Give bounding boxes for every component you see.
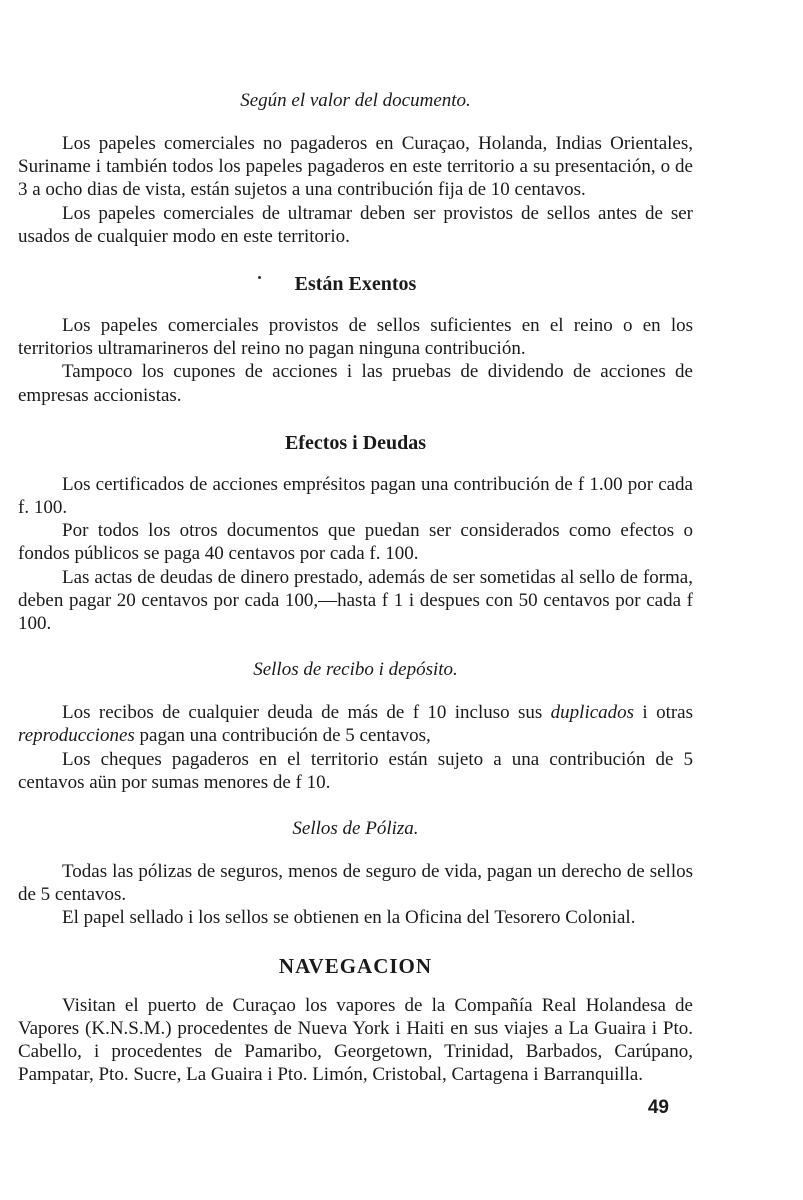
section-heading: Según el valor del documento. — [240, 90, 471, 111]
paragraph: Los papeles comerciales de ultramar deben ser provistos de sellos antes de ser usados de cualquier modo en este territorio. — [18, 202, 693, 247]
paragraph: Los cheques pagaderos en el territorio están sujeto a una contribución de 5 centavos aün por sumas menores de f 10. — [18, 748, 693, 793]
section-heading: Sellos de Póliza. — [292, 818, 419, 840]
paragraph-text: Los recibos de cualquier deuda de más de f 10 incluso sus — [62, 702, 551, 724]
section-sellos-recibo — [18, 657, 693, 794]
italic-term: duplicados — [550, 702, 635, 724]
section-heading: NAVEGACION — [278, 953, 433, 978]
paragraph: Tampoco los cupones de acciones i las pruebas de dividendo de acciones de empresas accionistas. — [18, 361, 693, 406]
paragraph: Por todos los otros documentos que puedan ser considerados como efectos o fondos públicos se paga 40 centavos por cada f. 100. — [18, 520, 693, 565]
paragraph: Los papeles comerciales no pagaderos en Curaçao, Holanda, Indias Orientales, Suriname i también todos los papeles pagaderos en este territorio a su presentación, o de 3 a ocho dias de vista, están sujetos a una contribución fija de 10 centavos. — [18, 133, 693, 201]
page-number: 49 — [647, 1097, 669, 1118]
paragraph: Visitan el puerto de Curaçao los vapores de la Compañía Real Holandesa de Vapores (K.N.S.M.) procedentes de Nueva York i Haiti en sus viajes a La Guaira i Pto. Cabello, i procedentes de Pamaribo, Georgetown, Trinidad, Barbados, Carúpano, Pampatar, Pto. Sucre, La Guaira i Pto. Limón, Cristobal, Cartagena i Barranquilla. — [18, 994, 693, 1086]
section-heading: Efectos i Deudas — [284, 431, 427, 454]
paragraph: Todas las pólizas de seguros, menos de seguro de vida, pagan un derecho de sellos de 5 centavos. — [18, 861, 693, 906]
section-navegacion — [18, 952, 693, 1087]
paragraph: Los certificados de acciones emprésitos pagan una contribución de f 1.00 por cada f. 100. — [18, 473, 693, 519]
italic-term: reproducciones — [18, 725, 135, 747]
document-page — [18, 88, 693, 1086]
section-heading: Sellos de recibo i depósito. — [253, 659, 458, 681]
paragraph-text: pagan una contribución de 5 centavos, — [134, 725, 431, 747]
paragraph-text: i otras — [634, 702, 693, 724]
section-valor-documento — [18, 88, 693, 248]
paragraph: Las actas de deudas de dinero prestado, además de ser sometidas al sello de forma, deben pagar 20 centavos por cada 100,—hasta f 1 i despues con 50 centavos por cada f 100. — [18, 566, 693, 635]
paragraph: El papel sellado i los sellos se obtienen en la Oficina del Tesorero Colonial. — [62, 907, 636, 929]
section-estan-exentos — [18, 270, 693, 407]
paragraph — [18, 701, 693, 747]
section-efectos-deudas — [18, 429, 693, 635]
section-heading: Están Exentos — [294, 273, 417, 296]
paragraph: Los papeles comerciales provistos de sellos suficientes en el reino o en los territorios ultramarineros del reino no pagan ninguna contribución. — [18, 315, 693, 360]
section-sellos-poliza — [18, 816, 693, 930]
